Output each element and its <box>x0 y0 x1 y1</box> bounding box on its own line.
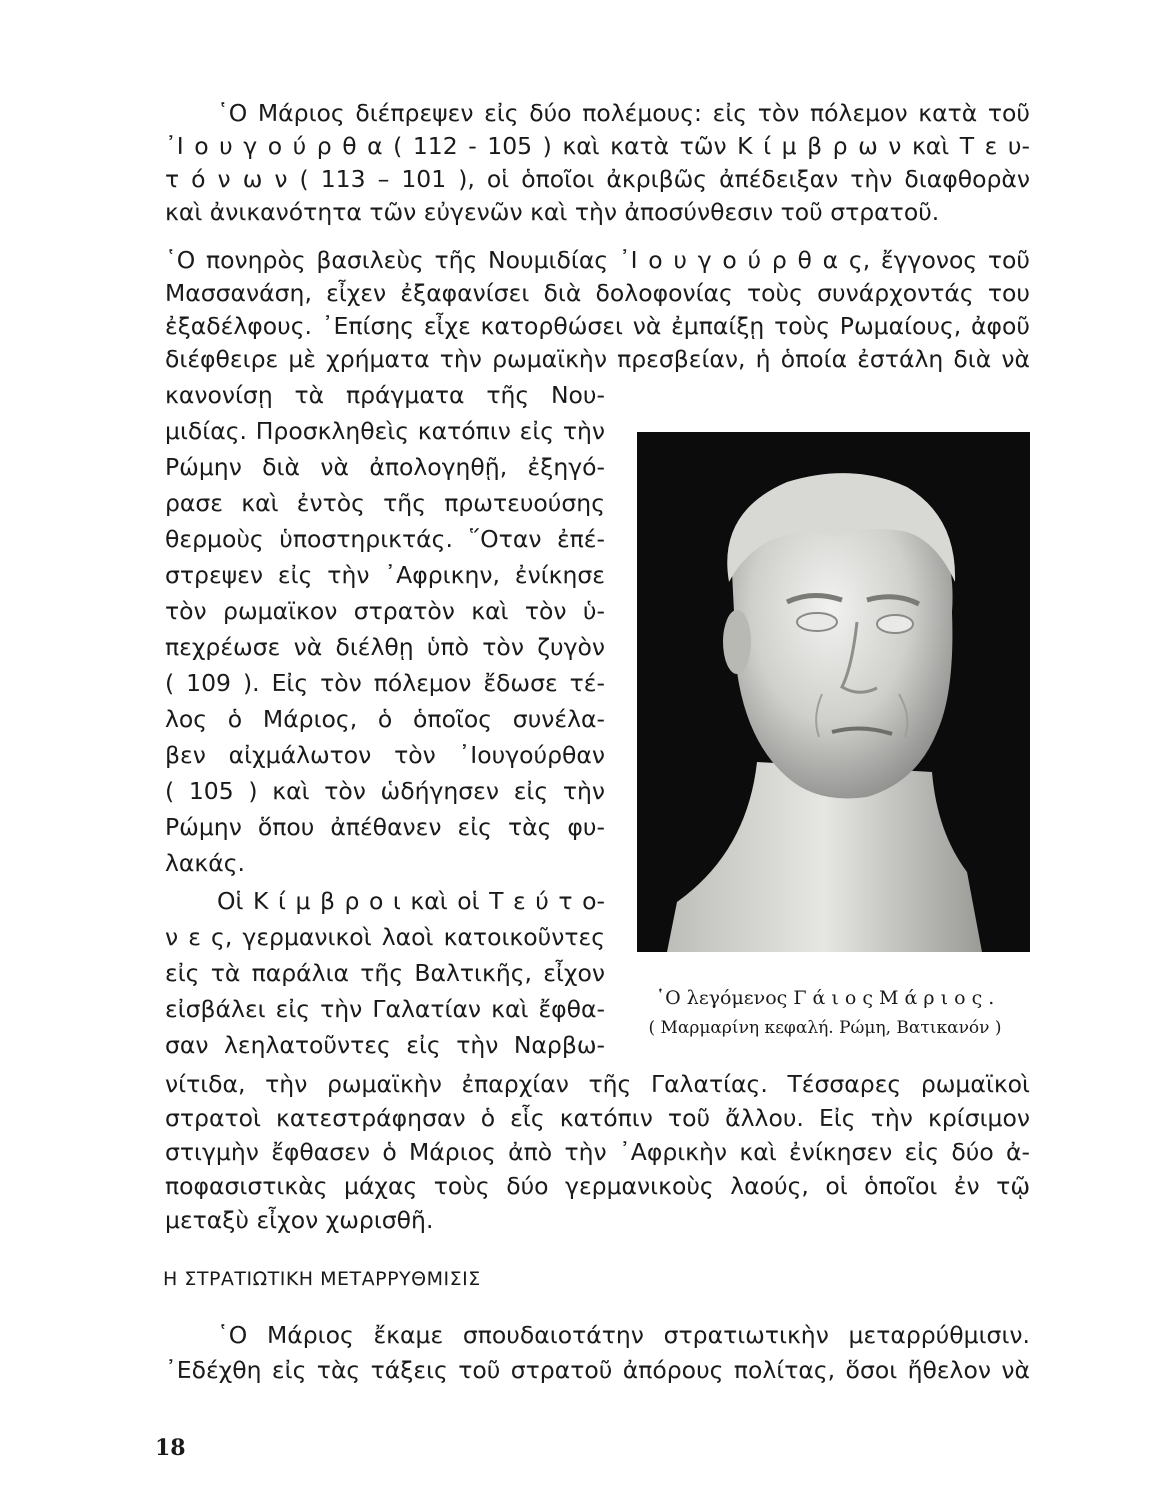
para1-line-22: λακάς. <box>165 849 246 877</box>
para1-line-11: Ρώμην διὰ νὰ ἀπολογηθῇ, ἐξηγό- <box>165 453 605 481</box>
para1-line-13: θερμοὺς ὑποστηρικτάς. ῞Οταν ἐπέ- <box>165 525 605 553</box>
para1-line-19: βεν αἰχμάλωτον τὸν ᾿Ιουγούρθαν <box>165 741 605 769</box>
para2-line-4: εἰσβάλει εἰς τὴν Γαλατίαν καὶ ἔφθα- <box>165 995 605 1023</box>
section-heading: Η ΣΤΡΑΤΙΩΤΙΚΗ ΜΕΤΑΡΡΥΘΜΙΣΙΣ <box>163 1268 481 1290</box>
figure-caption-source: ( Μαρμαρίνη κεφαλή. Ρώμη, Βατικανόν ) <box>648 1018 1002 1038</box>
para1-line-8: διέφθειρε μὲ χρήματα τὴν ρωμαϊκὴν πρεσβείαν, ἡ ὁποία ἐστάλη διὰ νὰ <box>165 345 1030 373</box>
para2-line-3: εἰς τὰ παράλια τῆς Βαλτικῆς, εἶχον <box>165 959 605 987</box>
marble-bust-photo <box>637 432 1030 952</box>
para1-line-10: μιδίας. Προσκληθεὶς κατόπιν εἰς τὴν <box>165 417 605 445</box>
para3-line-1: ῾Ο Μάριος ἔκαμε σπουδαιοτάτην στρατιωτικὴν μεταρρύθμισιν. <box>217 1321 1030 1349</box>
para1-line-17: ( 109 ). Εἰς τὸν πόλεμον ἔδωσε τέ- <box>165 669 605 697</box>
para2-line-8: στιγμὴν ἔφθασεν ὁ Μάριος ἀπὸ τὴν ᾿Αφρικὴν καὶ ἐνίκησεν εἰς δύο ἀ- <box>165 1138 1030 1166</box>
para1-line-7: ἐξαδέλφους. ᾿Επίσης εἶχε κατορθώσει νὰ ἐμπαίξῃ τοὺς Ρωμαίους, ἀφοῦ <box>165 312 1030 340</box>
para1-line-18: λος ὁ Μάριος, ὁ ὁποῖος συνέλα- <box>165 705 605 733</box>
para3-line-2: ᾿Εδέχθη εἰς τὰς τάξεις τοῦ στρατοῦ ἀπόρους πολίτας, ὅσοι ἤθελον νὰ <box>165 1356 1030 1384</box>
para1-line-6: Μασσανάση, εἶχεν ἐξαφανίσει διὰ δολοφονίας τοὺς συνάρχοντάς του <box>165 279 1030 307</box>
para1-line-14: στρεψεν εἰς τὴν ᾿Αφρικην, ἐνίκησε <box>165 561 605 589</box>
para2-line-5: σαν λεηλατοῦντες εἰς τὴν Ναρβω- <box>165 1031 605 1059</box>
para2-line-6: νίτιδα, τὴν ρωμαϊκὴν ἐπαρχίαν τῆς Γαλατίας. Τέσσαρες ρωμαϊκοὶ <box>165 1070 1030 1098</box>
page-number: 18 <box>155 1435 186 1461</box>
para1-line-16: πεχρέωσε νὰ διέλθῃ ὑπὸ τὸν ζυγὸν <box>165 633 605 661</box>
para1-line-1: ῾Ο Μάριος διέπρεψεν εἰς δύο πολέμους: εἰς τὸν πόλεμον κατὰ τοῦ <box>217 99 1030 127</box>
para2-line-2: ν ε ς, γερμανικοὶ λαοὶ κατοικοῦντες <box>165 923 605 951</box>
figure-caption-title: ῾Ο λεγόμενος Γ ά ι ο ς Μ ά ρ ι ο ς . <box>655 987 995 1009</box>
para1-line-15: τὸν ρωμαϊκον στρατὸν καὶ τὸν ὑ- <box>165 597 605 625</box>
para1-line-9: κανονίσῃ τὰ πράγματα τῆς Νου- <box>165 381 605 409</box>
para1-line-12: ρασε καὶ ἐντὸς τῆς πρωτευούσης <box>165 489 605 517</box>
para1-line-5: ῾Ο πονηρὸς βασιλεὺς τῆς Νουμιδίας ᾿Ι ο υ γ ο ύ ρ θ α ς, ἔγγονος τοῦ <box>165 246 1030 274</box>
para1-line-4: καὶ ἀνικανότητα τῶν εὐγενῶν καὶ τὴν ἀποσύνθεσιν τοῦ στρατοῦ. <box>165 198 940 226</box>
para1-line-3: τ ό ν ω ν ( 113 – 101 ), οἱ ὁποῖοι ἀκριβῶς ἀπέδειξαν τὴν διαφθορὰν <box>165 165 1030 193</box>
para1-line-21: Ρώμην ὅπου ἀπέθανεν εἰς τὰς φυ- <box>165 813 605 841</box>
para1-line-2: ᾿Ι ο υ γ ο ύ ρ θ α ( 112 - 105 ) καὶ κατὰ τῶν Κ ί μ β ρ ω ν καὶ Τ ε υ- <box>165 132 1030 160</box>
bust-illustration <box>637 432 1030 952</box>
para2-line-7: στρατοὶ κατεστράφησαν ὁ εἷς κατόπιν τοῦ ἄλλου. Εἰς τὴν κρίσιμον <box>165 1104 1030 1132</box>
para1-line-20: ( 105 ) καὶ τὸν ὡδήγησεν εἰς τὴν <box>165 777 605 805</box>
para2-line-10: μεταξὺ εἶχον χωρισθῆ. <box>165 1206 434 1234</box>
para2-line-1: Οἱ Κ ί μ β ρ ο ι καὶ οἱ Τ ε ύ τ ο- <box>217 887 605 915</box>
para2-line-9: ποφασιστικὰς μάχας τοὺς δύο γερμανικοὺς λαούς, οἱ ὁποῖοι ἐν τῷ <box>165 1172 1030 1200</box>
